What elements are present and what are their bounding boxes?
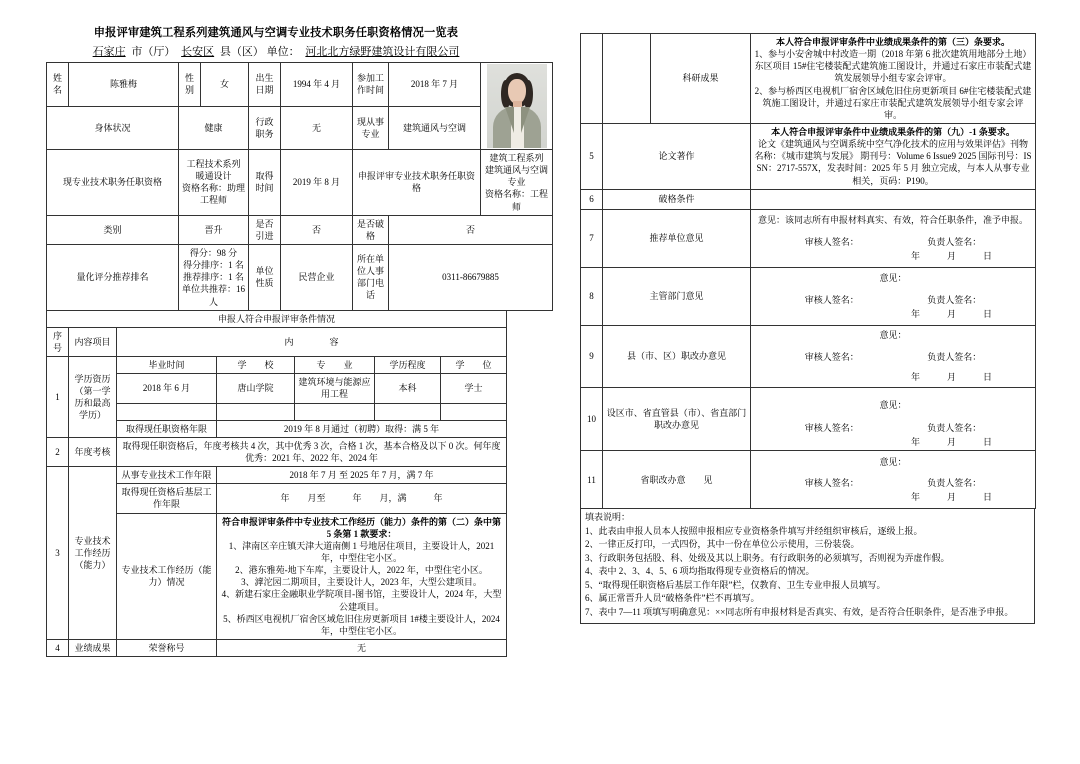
- edu-col-degree: 学 位: [441, 357, 507, 374]
- approval-opinion-8: 意见：: [879, 273, 907, 284]
- current-title-series: 工程技术系列: [186, 159, 241, 170]
- edu-grad-time: 2018 年 6 月: [117, 374, 217, 403]
- experience-item-3: 3、滹沱园二期项目，主要设计人，2023 年，大型公建项目。: [241, 577, 482, 588]
- health-label: 身体状况: [47, 106, 179, 150]
- tenure-label: 取得现任职资格年限: [117, 420, 217, 437]
- papers-heading: 本人符合申报评审条件中业绩成果条件的第（九）-1 条要求。: [771, 126, 1015, 137]
- work-start-label: 参加工作时间: [353, 63, 389, 107]
- experience-years-row: [47, 467, 507, 484]
- category-value: 晋升: [179, 215, 249, 244]
- conditions-section-title: 申报人符合申报评审条件情况: [47, 310, 507, 327]
- approval-date-11[interactable]: 年 月 日: [910, 492, 992, 503]
- exceptional-label: 是否破格: [353, 215, 389, 244]
- district-label: 县（区）: [219, 46, 264, 58]
- annual-review-content: 取得现任职资格后，年度考核共 4 次，其中优秀 3 次，合格 1 次，基本合格及以下 0 次。何年度优秀：2021 年、2022 年、2024 年: [117, 437, 507, 466]
- table-row-health: [47, 106, 553, 150]
- name-value: 陈雅梅: [69, 63, 179, 107]
- approval-date-10[interactable]: 年 月 日: [910, 436, 992, 447]
- current-title-detail: [179, 150, 249, 216]
- leader-label-9[interactable]: 负责人签名：: [927, 351, 982, 362]
- edu-grad-time-blank: [117, 403, 217, 420]
- tenure-value: 2019 年 8 月通过（初聘）取得：满 5 年: [217, 420, 507, 437]
- unit-value: 河北北方绿野建筑设计有限公司: [305, 46, 460, 58]
- reviewer-label-8[interactable]: 审核人签名：: [804, 294, 859, 305]
- conditions-table-continued: [580, 33, 1036, 509]
- achievements-seq: 4: [47, 639, 69, 656]
- table-row-category: [47, 215, 553, 244]
- current-title-field: 暖通设计: [195, 171, 232, 182]
- footer-notes-title: 填表说明：: [585, 512, 631, 523]
- birth-value: 1994 年 4 月: [281, 63, 353, 107]
- footer-note-3: 3、行政职务包括股、科、处级及其以上职务。有行政职务的必须填写，否则视为弄虚作假。: [585, 552, 950, 563]
- leader-label-7[interactable]: 负责人签名：: [927, 236, 982, 247]
- papers-detail: 论文《建筑通风与空调系统中空气净化技术的应用与效果评估》刊物名称：《城市建筑与发展》 期刊号：Volume 6 Issue9 2025 国际刊号：ISSN：2717-557X，发表时间：2025 年 5 月 独立完成，与本人从事专业相关，页码：P190。: [754, 139, 1032, 186]
- approval-seq-8: 8: [581, 267, 603, 325]
- birth-label: 出生日期: [249, 63, 281, 107]
- approval-opinion-9: 意见：: [879, 330, 907, 341]
- papers-content: [751, 123, 1036, 189]
- edu-degree-blank: [441, 403, 507, 420]
- score-detail: [179, 244, 249, 310]
- hr-phone-label: 所在单位人事部门电话: [353, 244, 389, 310]
- experience-label: 专业技术工作经历（能力）: [69, 467, 117, 640]
- edu-level-blank: [375, 403, 441, 420]
- research-item-2: 2、参与桥西区电视机厂宿舍区域危旧住房更新项目 6#住宅楼装配式建筑施工图设计，并通过石家庄市装配式建筑发展领导小组专家会评审。: [754, 85, 1032, 120]
- research-achievements-row: [581, 34, 1036, 124]
- honor-label: 荣誉称号: [117, 639, 217, 656]
- approval-signature-line-10: [754, 422, 1032, 434]
- annual-review-label: 年度考核: [69, 437, 117, 466]
- experience-item-2: 2、港东雅苑-地下车库，主要设计人，2022 年，中型住宅小区。: [235, 565, 488, 576]
- current-title-label: 现专业技术职务任职资格: [47, 150, 179, 216]
- experience-years-value: 2018 年 7 月 至 2025 年 7 月，满 7 年: [217, 467, 507, 484]
- exceptional-value: 否: [389, 215, 553, 244]
- leader-label-10[interactable]: 负责人签名：: [927, 422, 982, 433]
- table-row-name: [47, 63, 553, 107]
- annual-review-seq: 2: [47, 437, 69, 466]
- exceptional-label: 破格条件: [603, 189, 751, 209]
- experience-detail-content: [217, 513, 507, 639]
- introduced-label: 是否引进: [249, 215, 281, 244]
- current-major-value: 建筑通风与空调: [389, 106, 481, 150]
- right-panel: [580, 33, 1035, 624]
- reviewer-label-7[interactable]: 审核人签名：: [804, 236, 859, 247]
- research-content: [751, 34, 1036, 124]
- edu-major-blank: [295, 403, 375, 420]
- approval-signature-line-8: [754, 294, 1032, 306]
- gender-label: 性别: [179, 63, 201, 107]
- photo-lapel-right: [521, 107, 530, 133]
- personal-info-table: [46, 62, 553, 311]
- unit-nature-value: 民营企业: [281, 244, 353, 310]
- edu-col-level: 学历程度: [375, 357, 441, 374]
- approval-row-11: [581, 451, 1036, 509]
- unit-label: 单位：: [266, 46, 300, 58]
- approval-row-9: [581, 325, 1036, 387]
- health-value: 健康: [179, 106, 249, 150]
- table-row-score: [47, 244, 553, 310]
- edu-col-major: 专 业: [295, 357, 375, 374]
- city-value: 石家庄: [92, 46, 126, 58]
- unit-nature-label: 单位性质: [249, 244, 281, 310]
- research-item-1: 1、参与小安舍城中村改造一期（2018 年第 6 批次建筑用地部分土地）东区项目 15#住宅楼装配式建筑施工图设计，并通过石家庄市装配式建筑发展领导小组专家会评审。: [754, 49, 1032, 84]
- score-line-4: 单位共推荐：16 人: [182, 284, 246, 307]
- footer-note-2: 2、一律正反打印，一式四份，其中一份在单位公示使用，三份装袋。: [585, 539, 860, 550]
- col-header-content: 内 容: [117, 327, 507, 356]
- score-line-2: 得分排序：1 名: [183, 260, 244, 271]
- apply-title-name: 资格名称：工程师: [484, 189, 548, 212]
- col-header-seq: 序号: [47, 327, 69, 356]
- name-label: 姓名: [47, 63, 69, 107]
- grassroots-label: 取得现任资格后基层工作年限: [117, 484, 217, 513]
- approval-opinion-10: 意见：: [879, 399, 907, 410]
- grassroots-value: 年 月至 年 月，满 年: [217, 484, 507, 513]
- footer-note-4: 4、表中 2、3、4、5、6 项均指取得现专业资格后的情况。: [585, 566, 815, 577]
- conditions-header-row: [47, 327, 507, 356]
- approval-label-8: 主管部门意见: [603, 267, 751, 325]
- current-title-name: 资格名称：助理工程师: [182, 183, 246, 206]
- papers-label: 论文著作: [603, 123, 751, 189]
- approval-body-10: [751, 387, 1036, 450]
- edu-major: 建筑环境与能源应用工程: [295, 374, 375, 403]
- admin-post-value: 无: [281, 106, 353, 150]
- approval-row-8: [581, 267, 1036, 325]
- leader-label-8[interactable]: 负责人签名：: [927, 294, 982, 305]
- approval-seq-9: 9: [581, 325, 603, 387]
- exceptional-content: [751, 189, 1036, 209]
- annual-review-row: [47, 437, 507, 466]
- achievements-honor-row: [47, 639, 507, 656]
- approval-opinion-7: 意见：该同志所有申报材料真实、有效，符合任职条件，准予申报。: [757, 215, 1028, 226]
- approval-body-7: [751, 209, 1036, 267]
- experience-detail-label: 专业技术工作经历（能力）情况: [117, 513, 217, 639]
- approval-seq-11: 11: [581, 451, 603, 509]
- applicant-photo: [481, 63, 553, 150]
- score-line-1: 得分：98 分: [189, 247, 238, 258]
- gender-value: 女: [201, 63, 249, 107]
- achievements-label: 业绩成果: [69, 639, 117, 656]
- footer-notes: [580, 509, 1035, 624]
- apply-title-label: 申报评审专业技术职务任职资格: [353, 150, 481, 216]
- org-header-line: [46, 43, 506, 59]
- obtain-time-label: 取得时间: [249, 150, 281, 216]
- edu-level: 本科: [375, 374, 441, 403]
- footer-note-1: 1、此表由申报人员本人按照申报相应专业资格条件填写并经组织审核后，逐级上报。: [585, 525, 923, 536]
- leader-label-11[interactable]: 负责人签名：: [927, 478, 982, 489]
- approval-body-8: [751, 267, 1036, 325]
- experience-item-5: 5、桥西区电视机厂宿舍区域危旧住房更新项目 1#楼主要设计人，2024 年，中型住宅小区。: [223, 613, 500, 636]
- approval-label-7: 推荐单位意见: [603, 209, 751, 267]
- work-start-value: 2018 年 7 月: [389, 63, 481, 107]
- approval-date-8[interactable]: 年 月 日: [910, 308, 992, 319]
- apply-title-field: 建筑通风与空调专业: [484, 165, 548, 188]
- approval-body-9: [751, 325, 1036, 387]
- footer-note-7: 7、表中 7—11 项填写明确意见：××同志所有申报材料是否真实、有效，是否符合任职条件，是否准予申报。: [585, 606, 1014, 617]
- experience-item-1: 1、津南区辛庄镇天津大道南侧 1 号地居住项目，主要设计人，2021 年，中型住宅小区。: [228, 540, 495, 563]
- edu-school: 唐山学院: [217, 374, 295, 403]
- approval-row-7: [581, 209, 1036, 267]
- approval-seq-7: 7: [581, 209, 603, 267]
- introduced-value: 否: [281, 215, 353, 244]
- exceptional-seq: 6: [581, 189, 603, 209]
- table-row-current-title: [47, 150, 553, 216]
- experience-seq: 3: [47, 467, 69, 640]
- approval-seq-10: 10: [581, 387, 603, 450]
- research-label: 科研成果: [651, 34, 751, 124]
- approval-body-11: [751, 451, 1036, 509]
- approval-date-9[interactable]: 年 月 日: [910, 371, 992, 382]
- edu-col-school: 学 校: [217, 357, 295, 374]
- edu-school-blank: [217, 403, 295, 420]
- reviewer-label-9[interactable]: 审核人签名：: [804, 351, 859, 362]
- current-major-label: 现从事专业: [353, 106, 389, 150]
- approval-label-9: 县（市、区）职改办意见: [603, 325, 751, 387]
- research-seq-empty: [581, 34, 603, 124]
- left-panel: [46, 24, 548, 657]
- education-seq: 1: [47, 357, 69, 438]
- footer-note-5: 5、“取得现任职资格后基层工作年限”栏，仅教育、卫生专业申报人员填写。: [585, 579, 886, 590]
- papers-row: [581, 123, 1036, 189]
- apply-title-series: 建筑工程系列: [489, 153, 544, 163]
- approval-signature-line-7: [754, 236, 1032, 248]
- score-line-3: 推荐排序：1 名: [183, 272, 244, 283]
- edu-col-grad-time: 毕业时间: [117, 357, 217, 374]
- approval-label-10: 设区市、省直管县（市）、省直部门职改办意见: [603, 387, 751, 450]
- approval-signature-line-11: [754, 477, 1032, 489]
- district-value: 长安区: [181, 46, 215, 58]
- obtain-time-value: 2019 年 8 月: [281, 150, 353, 216]
- hr-phone-value: 0311-86679885: [389, 244, 553, 310]
- edu-degree: 学士: [441, 374, 507, 403]
- research-heading: 本人符合申报评审条件中业绩成果条件的第（三）条要求。: [775, 37, 1010, 47]
- city-label: 市（厅）: [131, 46, 176, 58]
- reviewer-label-10[interactable]: 审核人签名：: [804, 422, 859, 433]
- col-header-item: 内容项目: [69, 327, 117, 356]
- conditions-section-title-row: [47, 310, 507, 327]
- education-label: 学历资历（第一学历和最高学历）: [69, 357, 117, 438]
- honor-value: 无: [217, 639, 507, 656]
- approval-row-10: [581, 387, 1036, 450]
- approval-label-11: 省职改办意 见: [603, 451, 751, 509]
- experience-detail-heading: 符合申报评审条件中专业技术工作经历（能力）条件的第（二）条中第 5 条第 1 款要求：: [222, 516, 502, 539]
- approval-opinion-11: 意见：: [879, 456, 907, 467]
- admin-post-label: 行政职务: [249, 106, 281, 150]
- experience-item-4: 4、新建石家庄金融职业学院项目-图书馆，主要设计人，2024 年，大型公建项目。: [221, 589, 502, 612]
- conditions-table: [46, 310, 507, 657]
- exceptional-condition-row: [581, 189, 1036, 209]
- reviewer-label-11[interactable]: 审核人签名：: [804, 478, 859, 489]
- page-title: 申报评审建筑工程系列建筑通风与空调专业技术职务任职资格情况一览表: [93, 27, 459, 39]
- score-rank-label: 量化评分推荐排名: [47, 244, 179, 310]
- experience-years-label: 从事专业技术工作年限: [117, 467, 217, 484]
- photo-portrait: [487, 64, 547, 148]
- footer-note-6: 6、属正常晋升人员“破格条件”栏不再填写。: [585, 593, 760, 604]
- apply-title-detail: [481, 150, 553, 216]
- papers-seq: 5: [581, 123, 603, 189]
- category-label: 类别: [47, 215, 179, 244]
- approval-signature-line-9: [754, 351, 1032, 363]
- research-label-empty: [603, 34, 651, 124]
- photo-lapel-left: [505, 107, 514, 133]
- approval-date-7[interactable]: 年 月 日: [910, 250, 992, 261]
- education-header-row: [47, 357, 507, 374]
